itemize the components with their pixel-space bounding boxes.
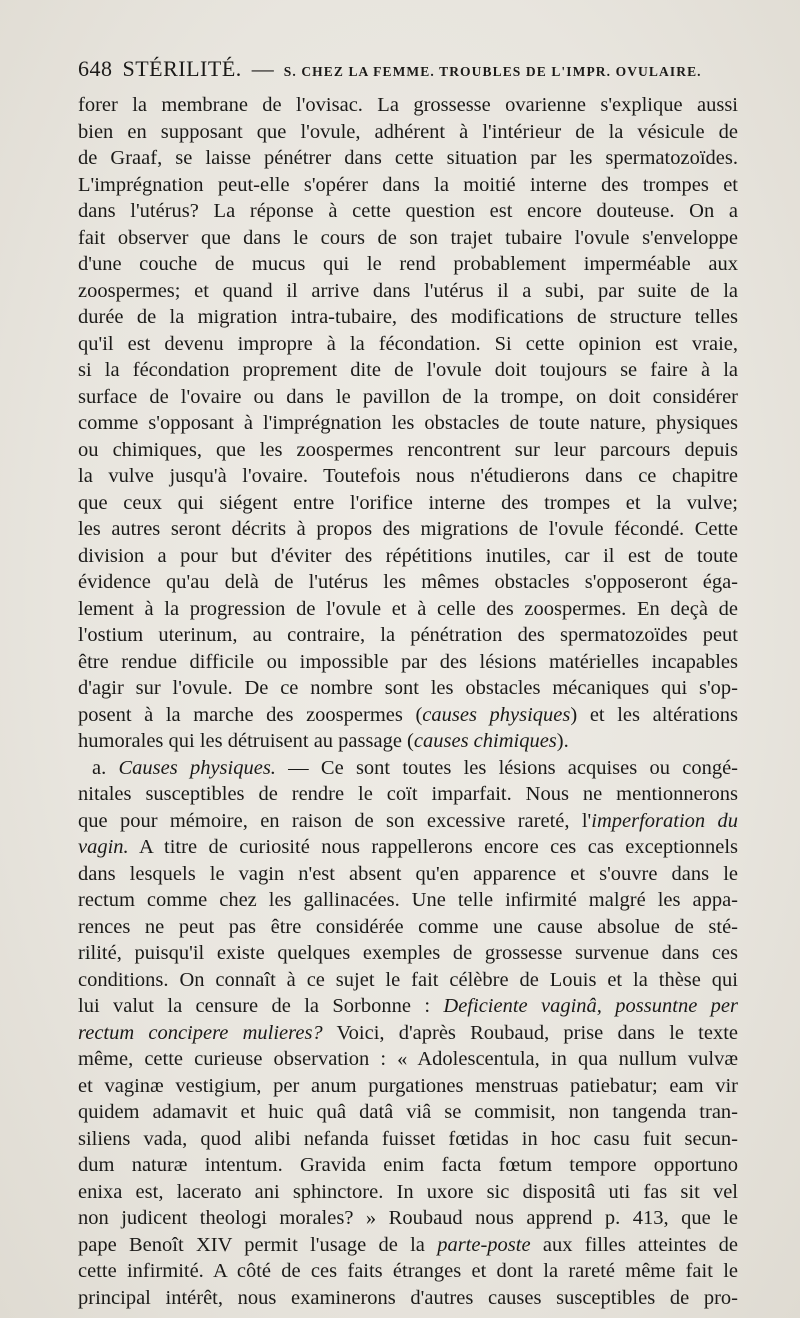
text-line: division a pour but d'éviter des répétitions inutiles, car il est de toute [78,544,738,567]
text-line: et vaginæ vestigium, per anum purgationes menstruas patiebatur; eam vir [78,1074,738,1097]
text-run: aux filles atteintes de [530,1233,738,1256]
text-line [78,1232,738,1259]
text-line [78,834,738,861]
text-line: cette infirmité. A côté de ces faits étranges et dont la rareté même fait le [78,1260,738,1282]
text-run: a. [92,756,119,779]
text-line: la vulve jusqu'à l'ovaire. Toutefois nous n'étudierons dans ce chapitre [78,465,738,487]
section-title: S. CHEZ LA FEMME. TROUBLES DE L'IMPR. OVULAIRE. [283,64,702,79]
body-text [78,92,738,1311]
text-run: lui valut la censure de la Sorbonne : [78,995,444,1017]
text-line [78,808,738,835]
italic-text: parte-poste [437,1233,531,1256]
text-run: ) et les altérations [570,703,738,726]
text-line: siliens vada, quod alibi nefanda fuisset fœtidas in hoc casu fuit secun- [78,1127,738,1150]
text-line: si la fécondation proprement dite de l'ovule doit toujours se faire à la [78,359,738,381]
italic-text: vagin. [78,836,129,858]
text-line [78,1020,738,1047]
text-line: comme s'opposant à l'imprégnation les obstacles de toute nature, physiques [78,412,738,434]
text-line: que ceux qui siégent entre l'orifice interne des trompes et la vulve; [78,491,738,514]
italic-text: Causes physiques. [118,756,276,779]
text-line: être rendue difficile ou impossible par des lésions matérielles incapables [78,650,738,673]
text-run: A titre de curiosité nous rappellerons encore ces cas exceptionnels [128,836,738,858]
text-line: les autres seront décrits à propos des migrations de l'ovule fécondé. Cette [78,518,738,540]
text-line: d'agir sur l'ovule. De ce nombre sont les obstacles mécaniques qui s'op- [78,677,738,699]
text-line: rilité, puisqu'il existe quelques exemples de grossesse survenue dans ces [78,942,738,964]
italic-text: Deficiente vaginâ, possuntne per [443,995,738,1017]
text-line: dans lesquels le vagin n'est absent qu'en apparence et s'ouvre dans le [78,862,738,885]
text-line: rences ne peut pas être considérée comme une cause absolue de sté- [78,915,738,938]
text-line: L'imprégnation peut-elle s'opérer dans la moitié interne des trompes et [78,173,738,196]
text-line: rectum comme chez les gallinacées. Une telle infirmité malgré les appa- [78,889,738,911]
text-line: évidence qu'au delà de l'utérus les mêmes obstacles s'opposeront éga- [78,571,738,593]
text-line: enixa est, lacerato ani sphinctore. In uxore sic dispositâ uti fas sit vel [78,1180,738,1203]
text-run: ). [556,730,569,752]
italic-text: causes chimiques [413,730,557,752]
page-number: 648 [78,56,113,81]
text-line: quidem adamavit et huic quâ datâ viâ se commisit, non tangenda tran- [78,1101,738,1123]
text-line: nitales susceptibles de rendre le coït imparfait. Nous ne mentionnerons [78,783,738,805]
text-line [78,993,738,1020]
text-line: durée de la migration intra-tubaire, des modifications de structure telles [78,306,738,328]
text-line: principal intérêt, nous examinerons d'autres causes susceptibles de pro- [78,1286,738,1309]
text-line: dum naturæ intentum. Gravida enim facta fœtum tempore opportuno [78,1154,738,1176]
header-dash: — [251,56,274,81]
text-line: qu'il est devenu impropre à la fécondation. Si cette opinion est vraie, [78,332,738,355]
text-line: fait observer que dans le cours de son trajet tubaire l'ovule s'enveloppe [78,226,738,249]
text-line: de Graaf, se laisse pénétrer dans cette situation par les spermatozoïdes. [78,147,738,169]
text-line: même, cette curieuse observation : « Adolescentula, in qua nullum vulvæ [78,1048,738,1070]
text-run: Voici, d'après Roubaud, prise dans le texte [322,1021,738,1044]
text-line: non judicent theologi morales? » Roubaud nous apprend p. 413, que le [78,1207,738,1229]
text-line: l'ostium uterinum, au contraire, la pénétration des spermatozoïdes peut [78,624,738,646]
text-run: — Ce sont toutes les lésions acquises ou congé- [275,756,738,779]
text-line [78,755,738,782]
italic-text: causes physiques [422,703,571,726]
text-line [78,702,738,729]
text-line: dans l'utérus? La réponse à cette question est encore douteuse. On a [78,200,738,222]
italic-text: imperforation du [591,809,738,832]
italic-text: rectum concipere mulieres? [78,1021,323,1044]
text-run: que pour mémoire, en raison de son excessive rareté, l' [78,809,592,832]
text-line: ou chimiques, que les zoospermes rencontrent sur leur parcours depuis [78,438,738,461]
text-line: surface de l'ovaire ou dans le pavillon de la trompe, on doit considérer [78,385,738,408]
text-line: lement à la progression de l'ovule et à celle des zoospermes. En deçà de [78,597,738,620]
page-header [78,52,738,86]
running-title: STÉRILITÉ. [122,56,242,81]
text-line: bien en supposant que l'ovule, adhérent à l'intérieur de la vésicule de [78,120,738,143]
text-run: pape Benoît XIV permit l'usage de la [78,1233,438,1256]
text-line: zoospermes; et quand il arrive dans l'utérus il a subi, par suite de la [78,279,738,302]
text-line: forer la membrane de l'ovisac. La grossesse ovarienne s'explique aussi [78,94,738,116]
text-line [78,728,738,755]
text-line: conditions. On connaît à ce sujet le fait célèbre de Louis et la thèse qui [78,968,738,991]
text-run: humorales qui les détruisent au passage ( [78,730,414,752]
text-run: posent à la marche des zoospermes ( [78,703,423,726]
text-line: d'une couche de mucus qui le rend probablement imperméable aux [78,253,738,275]
